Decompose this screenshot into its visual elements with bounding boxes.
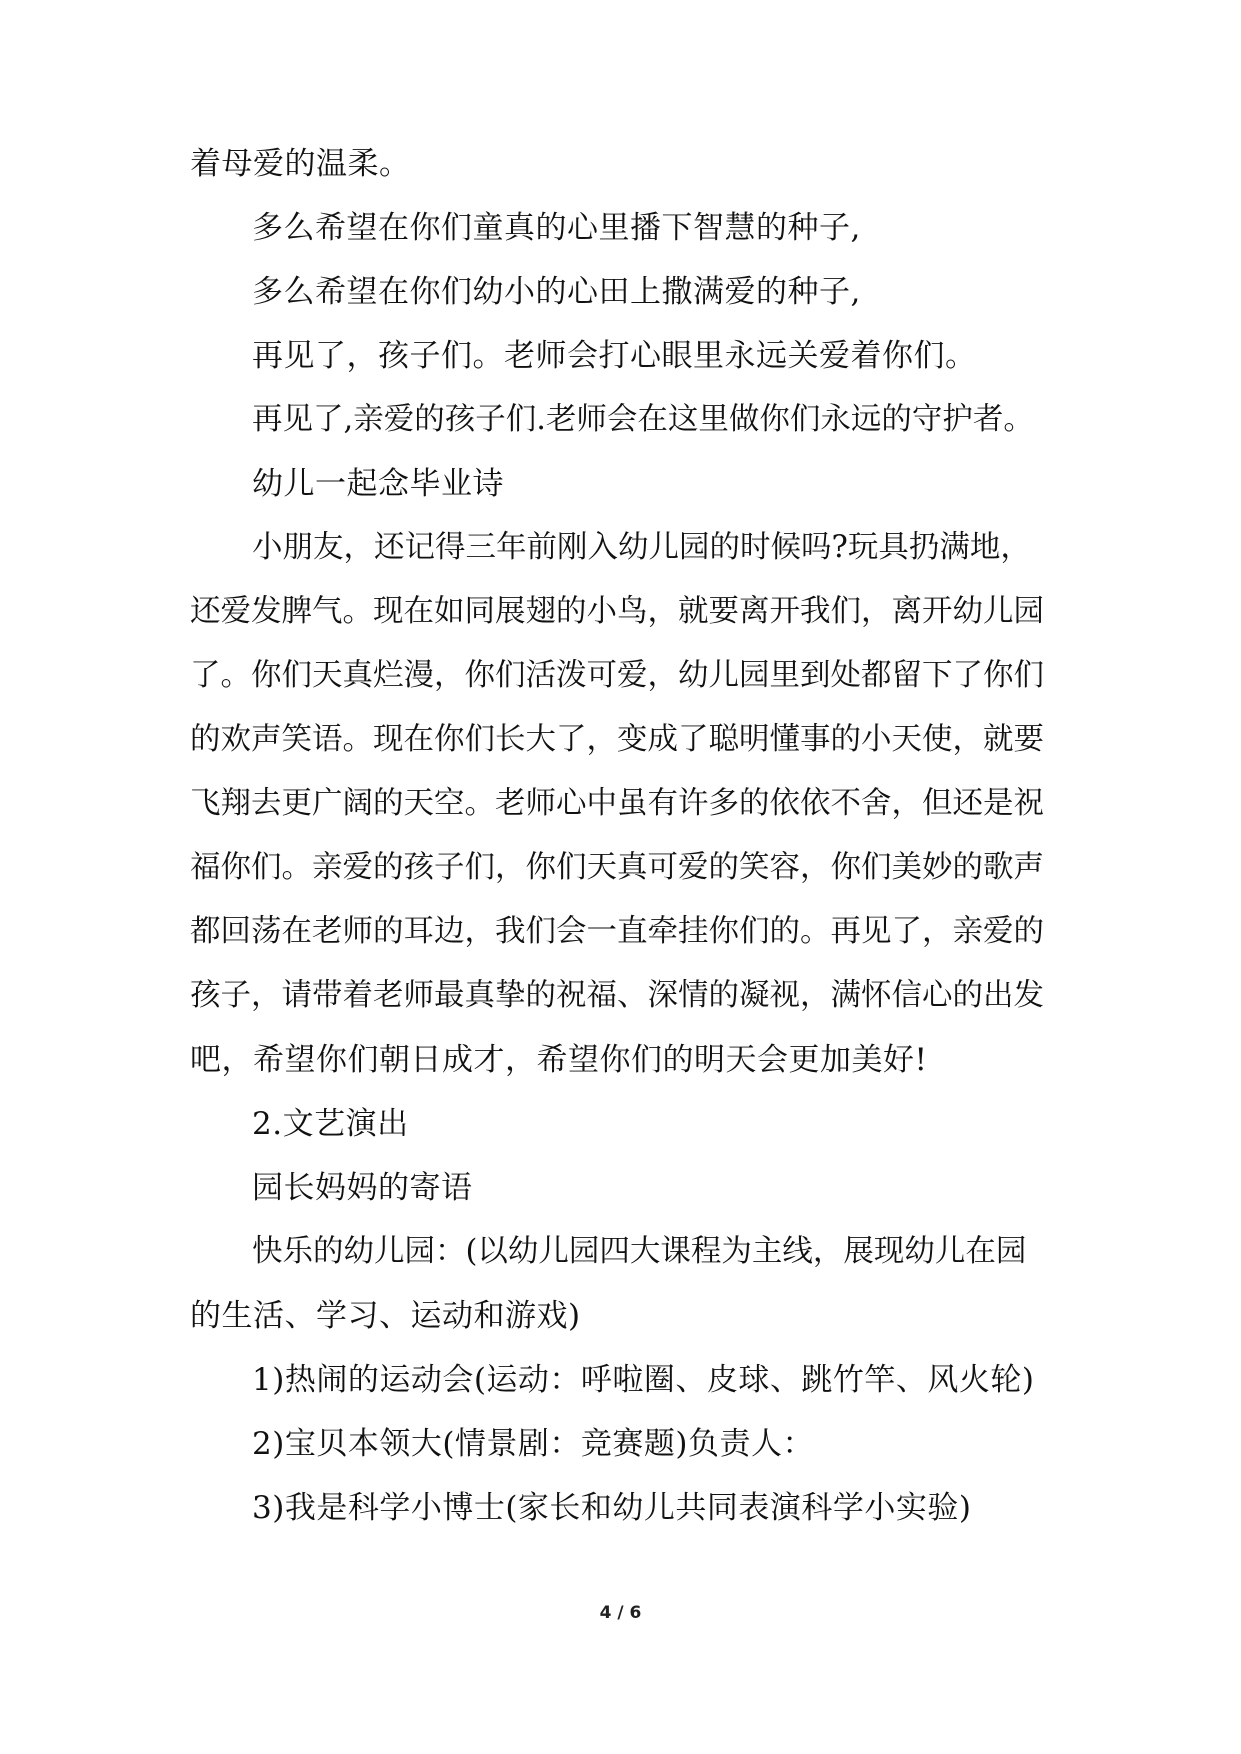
text-line: 还爱发脾气。现在如同展翅的小鸟，就要离开我们，离开幼儿园 [190,594,1044,629]
list-item: 2)宝贝本领大(情景剧：竞赛题)负责人： [252,1426,815,1462]
text-line: 再见了,亲爱的孩子们.老师会在这里做你们永远的守护者。 [252,402,1034,437]
text-line: 了。你们天真烂漫，你们活泼可爱，幼儿园里到处都留下了你们 [190,658,1044,693]
text-line: 的欢声笑语。现在你们长大了，变成了聪明懂事的小天使，就要 [190,722,1044,757]
page-number: 4 / 6 [599,1603,642,1623]
section-heading: 2.文艺演出 [252,1106,409,1142]
section-heading: 幼儿一起念毕业诗 [252,466,504,502]
text-line: 吧，希望你们朝日成才，希望你们的明天会更加美好! [190,1042,928,1078]
text-line: 着母爱的温柔。 [190,146,411,182]
text-line: 孩子，请带着老师最真挚的祝福、深情的凝视，满怀信心的出发 [190,978,1044,1013]
text-line: 小朋友，还记得三年前刚入幼儿园的时候吗?玩具扔满地， [252,530,1031,565]
text-line: 再见了，孩子们。老师会打心眼里永远关爱着你们。 [252,338,977,374]
text-line: 快乐的幼儿园：(以幼儿园四大课程为主线，展现幼儿在园 [252,1234,1027,1269]
list-item: 3)我是科学小博士(家长和幼儿共同表演科学小实验) [252,1490,972,1526]
text-line: 都回荡在老师的耳边，我们会一直牵挂你们的。再见了，亲爱的 [190,914,1044,949]
text-line: 飞翔去更广阔的天空。老师心中虽有许多的依依不舍，但还是祝 [190,786,1044,821]
section-heading: 园长妈妈的寄语 [252,1170,473,1206]
text-line: 多么希望在你们童真的心里播下智慧的种子, [252,210,861,246]
text-line: 的生活、学习、运动和游戏) [190,1298,581,1334]
text-line: 多么希望在你们幼小的心田上撒满爱的种子, [252,274,861,310]
list-item: 1)热闹的运动会(运动：呼啦圈、皮球、跳竹竿、风火轮) [252,1362,1035,1398]
text-line: 福你们。亲爱的孩子们，你们天真可爱的笑容，你们美妙的歌声 [190,850,1044,885]
